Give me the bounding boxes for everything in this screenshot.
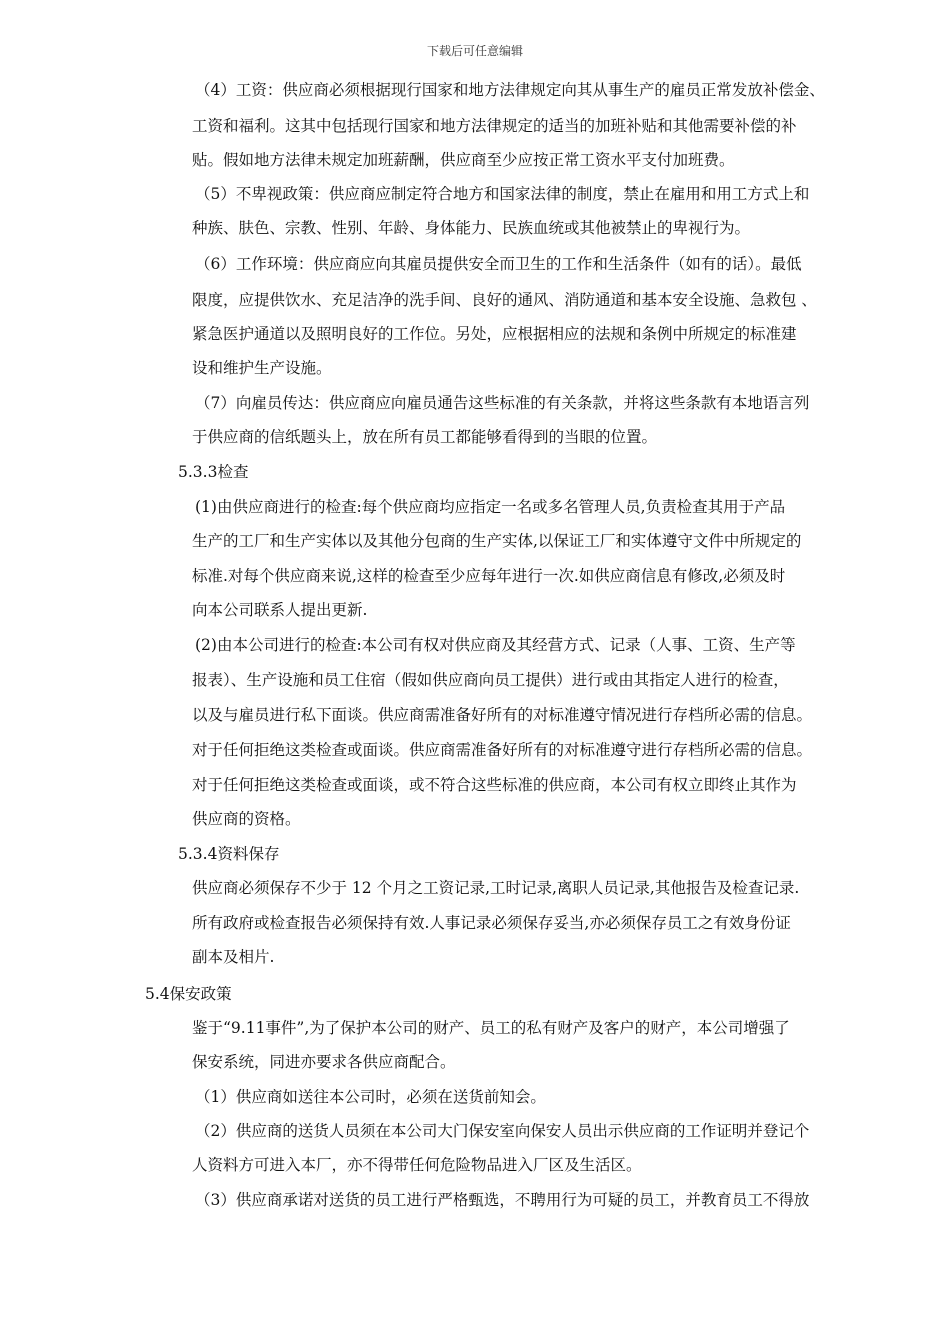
- text-line: 生产的工厂和生产实体以及其他分包商的生产实体,以保证工厂和实体遵守文件中所规定的: [192, 532, 802, 550]
- text-line: 标准.对每个供应商来说,这样的检查至少应每年进行一次.如供应商信息有修改,必须及时: [192, 567, 786, 585]
- section-heading: 5.3.3检查: [178, 463, 249, 481]
- text-line: 对于任何拒绝这类检查或面谈，或不符合这些标准的供应商，本公司有权立即终止其作为: [192, 776, 797, 794]
- text-line: (1)由供应商进行的检查:每个供应商均应指定一名或多名管理人员,负责检查其用于产品: [195, 498, 786, 516]
- text-line: （2）供应商的送货人员须在本公司大门保安室向保安人员出示供应商的工作证明并登记个: [195, 1122, 810, 1140]
- text-line: (2)由本公司进行的检查:本公司有权对供应商及其经营方式、记录（人事、工资、生产等: [195, 636, 796, 654]
- text-line: 对于任何拒绝这类检查或面谈。供应商需准备好所有的对标准遵守进行存档所必需的信息。: [192, 741, 813, 759]
- text-line: 紧急医护通道以及照明良好的工作位。另处，应根据相应的法规和条例中所规定的标准建: [192, 325, 797, 343]
- text-line: （3）供应商承诺对送货的员工进行严格甄选，不聘用行为可疑的员工，并教育员工不得放: [195, 1191, 810, 1209]
- text-line: 副本及相片.: [192, 948, 275, 966]
- text-line: 报表）、生产设施和员工住宿（假如供应商向员工提供）进行或由其指定人进行的检查，: [192, 671, 789, 689]
- text-line: 供应商的资格。: [192, 810, 301, 828]
- section-heading: 5.4保安政策: [145, 985, 232, 1003]
- text-line: （1）供应商如送往本公司时，必须在送货前知会。: [195, 1088, 546, 1106]
- text-line: （4）工资：供应商必须根据现行国家和地方法律规定向其从事生产的雇员正常发放补偿金、: [195, 81, 825, 99]
- text-line: 保安系统，同进亦要求各供应商配合。: [192, 1053, 456, 1071]
- text-line: （6）工作环境：供应商应向其雇员提供安全而卫生的工作和生活条件（如有的话）。最低: [195, 255, 802, 273]
- text-line: （5）不卑视政策：供应商应制定符合地方和国家法律的制度，禁止在雇用和用工方式上和: [195, 185, 810, 203]
- text-line: 鉴于“9.11事件”,为了保护本公司的财产、员工的私有财产及客户的财产，本公司增强了: [192, 1019, 790, 1037]
- text-line: 供应商必须保存不少于 12 个月之工资记录,工时记录,离职人员记录,其他报告及检查记录.: [192, 879, 800, 897]
- text-line: 设和维护生产设施。: [192, 359, 332, 377]
- text-line: 向本公司联系人提出更新.: [192, 601, 368, 619]
- text-line: 种族、肤色、宗教、性别、年龄、身体能力、民族血统或其他被禁止的卑视行为。: [192, 219, 751, 237]
- text-line: （7）向雇员传达：供应商应向雇员通告这些标准的有关条款，并将这些条款有本地语言列: [195, 394, 810, 412]
- text-line: 人资料方可进入本厂，亦不得带任何危险物品进入厂区及生活区。: [192, 1156, 642, 1174]
- text-line: 限度，应提供饮水、充足洁净的洗手间、良好的通风、消防通道和基本安全设施、急救包 、: [192, 291, 817, 309]
- text-line: 以及与雇员进行私下面谈。供应商需准备好所有的对标准遵守情况进行存档所必需的信息。: [192, 706, 813, 724]
- page-header: 下载后可任意编辑: [426, 44, 523, 58]
- text-line: 工资和福利。这其中包括现行国家和地方法律规定的适当的加班补贴和其他需要补偿的补: [192, 117, 797, 135]
- text-line: 于供应商的信纸题头上，放在所有员工都能够看得到的当眼的位置。: [192, 428, 658, 446]
- section-heading: 5.3.4资料保存: [178, 845, 280, 863]
- text-line: 所有政府或检查报告必须保持有效.人事记录必须保存妥当,亦必须保存员工之有效身份证: [192, 914, 791, 932]
- text-line: 贴。假如地方法律未规定加班薪酬，供应商至少应按正常工资水平支付加班费。: [192, 151, 735, 169]
